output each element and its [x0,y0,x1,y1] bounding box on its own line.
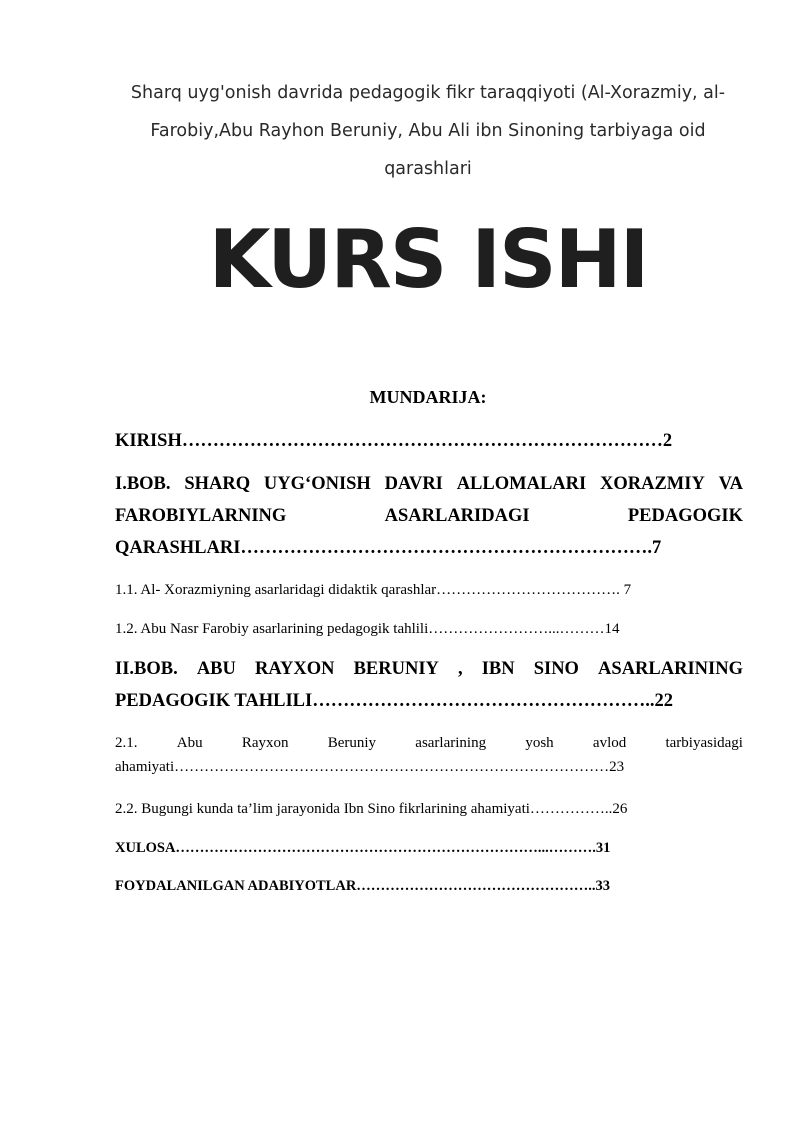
toc-word: I.BOB. [115,474,171,494]
toc-section-2-1-line-1 [115,731,743,755]
toc-heading: MUNDARIJA: [369,387,487,407]
toc-entry-section-1-1: 1.1. Al- Xorazmiyning asarlaridagi didaktik qarashlar………………………………. 7 [115,582,632,598]
toc-word: ASARLARIDAGI [384,506,530,526]
subtitle-line-2: Farobiy,Abu Rayhon Beruniy, Abu Ali ibn Sinoning tarbiyaga oid [150,121,706,141]
toc-word: PEDAGOGIK [627,506,743,526]
toc-word: 2.1. [115,735,138,751]
toc-entry-section-2-2: 2.2. Bugungi kunda ta’lim jarayonida Ibn Sino fikrlarining ahamiyati……………..26 [115,801,628,817]
toc-word: Abu [176,735,203,751]
toc-word: SHARQ [184,474,251,494]
toc-word: UYG‘ONISH [263,474,371,494]
toc-entry-chapter-1 [115,468,743,564]
toc-word: IBN [481,659,515,679]
toc-section-2-1-line-2: ahamiyati……………………………………………………………………………23 [115,759,625,775]
toc-entry-conclusion: XULOSA…………………………………………………………………...……….31 [115,840,611,856]
document-subtitle [130,74,726,188]
document-title: KURS ISHI [208,213,648,306]
toc-word: , [457,659,463,679]
toc-chapter-1-line-3: QARASHLARI………………………………………………………….7 [115,538,662,558]
toc-word: SINO [533,659,579,679]
toc-word: ABU [196,659,236,679]
subtitle-line-1: Sharq uyg'onish davrida pedagogik fikr taraqqiyoti (Al-Xorazmiy, al- [130,83,726,103]
toc-word: FAROBIYLARNING [115,506,287,526]
toc-word: ASARLARINING [598,659,743,679]
toc-word: Rayxon [241,735,289,751]
toc-word: yosh [525,735,554,751]
toc-word: VA [718,474,743,494]
toc-word: asarlarining [415,735,487,751]
toc-word: II.BOB. [115,659,178,679]
toc-word: tarbiyasidagi [665,735,743,751]
toc-word: XORAZMIY [600,474,705,494]
toc-word: RAYXON [254,659,335,679]
subtitle-line-3: qarashlari [384,159,472,179]
toc-chapter-2-line-2: PEDAGOGIK TAHLILI………………………………………………..22 [115,691,673,711]
toc-entry-intro: KIRISH……………………………………………………………………2 [115,431,673,451]
toc-word: Beruniy [327,735,377,751]
toc-word: ALLOMALARI [456,474,587,494]
toc-word: avlod [592,735,627,751]
toc-entry-section-1-2: 1.2. Abu Nasr Farobiy asarlarining pedagogik tahlili……………………...………14 [115,621,620,637]
toc-chapter-1-line-2 [115,500,743,532]
toc-entry-section-2-1 [115,731,743,779]
toc-chapter-2-line-1 [115,653,743,685]
toc-chapter-1-line-1 [115,468,743,500]
toc-word: DAVRI [384,474,443,494]
toc-word: BERUNIY [353,659,439,679]
toc-entry-references: FOYDALANILGAN ADABIYOTLAR…………………………………………..33 [115,878,611,894]
toc-entry-chapter-2 [115,653,743,717]
